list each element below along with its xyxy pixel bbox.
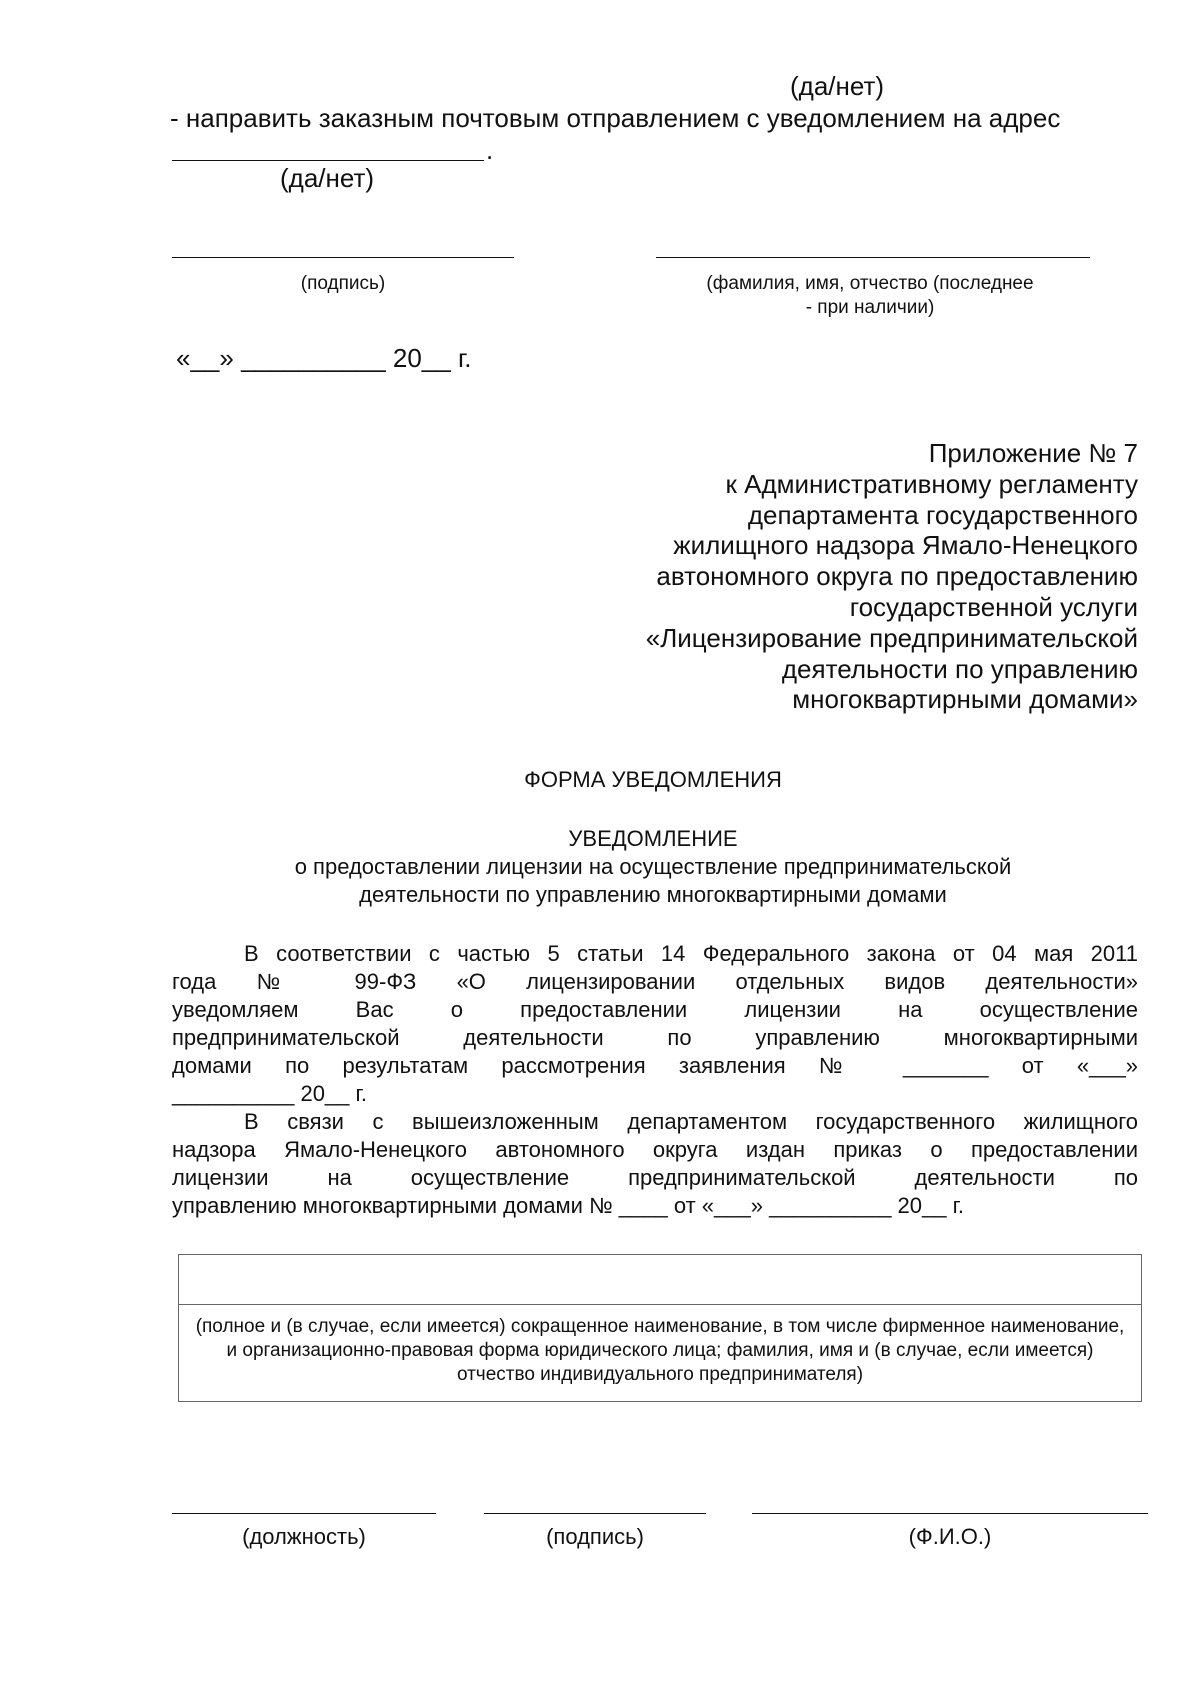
fio-caption-line1: (фамилия, имя, отчество (последнее [706,273,1034,294]
paragraph-1 [172,940,1138,1108]
fio-caption-2: (Ф.И.О.) [908,1524,992,1549]
address-blank-line [172,160,484,161]
annex-line: Приложение № 7 [928,438,1138,468]
paragraph-line: __________ 20__ г. [172,1081,367,1106]
annex-line: департамента государственного [747,499,1138,530]
annex-block [560,438,1138,715]
yes-no-caption-1: (да/нет) [790,71,885,101]
document-subtitle-line2: деятельности по управлению многоквартирными домами [359,882,947,907]
paragraph-line: В соответствии с частью 5 статьи 14 Федерального закона от 04 мая 2011 [244,941,1138,966]
licensee-box [178,1254,1142,1402]
fio-line-2 [752,1513,1148,1514]
annex-line: жилищного надзора Ямало-Ненецкого [673,530,1138,561]
signature-caption-2: (подпись) [546,1524,644,1549]
licensee-name-field[interactable] [179,1255,1141,1305]
signature-caption-1: (подпись) [300,273,386,294]
annex-line: автономного округа по предоставлению [656,561,1138,592]
signature-line-2 [484,1513,706,1514]
annex-line: многоквартирными домами» [792,684,1138,715]
document-title: УВЕДОМЛЕНИЕ [568,826,738,851]
annex-line: «Лицензирование предпринимательской [645,622,1138,653]
position-line [172,1513,436,1514]
paragraph-line: надзора Ямало-Ненецкого автономного округа издан приказ о предоставлении [172,1137,1138,1162]
signature-line-1 [172,257,514,258]
paragraph-line: уведомляем Вас о предоставлении лицензии на осуществление [172,997,1138,1022]
date-line-1: «__» __________ 20__ г. [176,343,472,373]
send-by-mail-line: - направить заказным почтовым отправлением с уведомлением на адрес [170,103,1061,133]
paragraph-line: предпринимательской деятельности по управлению многоквартирными [172,1025,1138,1050]
paragraph-line: домами по результатам рассмотрения заявления № _______ от «___» [172,1053,1138,1078]
paragraph-2 [172,1108,1138,1220]
yes-no-caption-2: (да/нет) [280,163,375,193]
document-subtitle-line1: о предоставлении лицензии на осуществление предпринимательской [294,854,1012,879]
fio-line-1 [656,257,1090,258]
licensee-box-caption: (полное и (в случае, если имеется) сокращенное наименование, в том числе фирменное наименование, и организационно-правовая форма юридического лица; фамилия, имя и (в случае, если имеется) отчество индивидуального предпринимателя) [195,1316,1125,1385]
position-caption: (должность) [242,1524,366,1549]
annex-line: к Административному регламенту [725,468,1138,499]
paragraph-line: года № 99-ФЗ «О лицензировании отдельных видов деятельности» [172,969,1138,994]
form-title: ФОРМА УВЕДОМЛЕНИЯ [524,767,782,792]
paragraph-line: лицензии на осуществление предпринимательской деятельности по [172,1165,1138,1190]
paragraph-line: В связи с вышеизложенным департаментом государственного жилищного [244,1109,1138,1134]
annex-line: государственной услуги [849,591,1138,622]
paragraph-line: управлению многоквартирными домами № ____ от «___» __________ 20__ г. [172,1193,965,1218]
fio-caption-line2: - при наличии) [805,297,935,318]
annex-line: деятельности по управлению [781,653,1138,684]
address-line-end: . [486,135,494,165]
